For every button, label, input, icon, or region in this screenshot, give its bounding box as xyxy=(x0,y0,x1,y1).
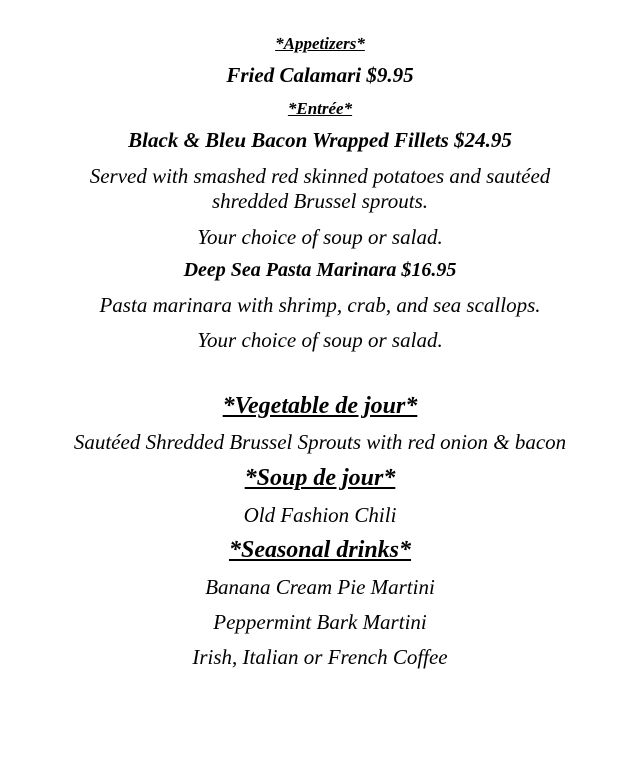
entree-item-1-desc-line-1: Served with smashed red skinned potatoes and sautéed xyxy=(89,164,551,188)
entree-heading: *Entrée* xyxy=(287,99,353,118)
entree-item-1-desc-line-2: shredded Brussel sprouts. xyxy=(211,189,429,213)
drink-item-3: Irish, Italian or French Coffee xyxy=(192,645,448,669)
appetizers-heading: *Appetizers* xyxy=(275,34,365,53)
vegetable-item: Sautéed Shredded Brussel Sprouts with red onion & bacon xyxy=(73,430,567,454)
drinks-heading: *Seasonal drinks* xyxy=(228,537,412,563)
entree-item-1-note: Your choice of soup or salad. xyxy=(197,225,443,249)
appetizer-item: Fried Calamari $9.95 xyxy=(226,63,414,87)
soup-heading: *Soup de jour* xyxy=(244,465,396,491)
drink-item-1: Banana Cream Pie Martini xyxy=(205,575,435,599)
drink-item-2: Peppermint Bark Martini xyxy=(213,610,427,634)
entree-item-1-name: Black & Bleu Bacon Wrapped Fillets $24.95 xyxy=(128,128,512,152)
entree-item-2-desc: Pasta marinara with shrimp, crab, and sea scallops. xyxy=(99,293,541,317)
soup-item: Old Fashion Chili xyxy=(243,503,397,527)
entree-item-2-note: Your choice of soup or salad. xyxy=(197,328,443,352)
entree-item-2-name: Deep Sea Pasta Marinara $16.95 xyxy=(183,259,457,281)
vegetable-heading: *Vegetable de jour* xyxy=(222,393,418,419)
